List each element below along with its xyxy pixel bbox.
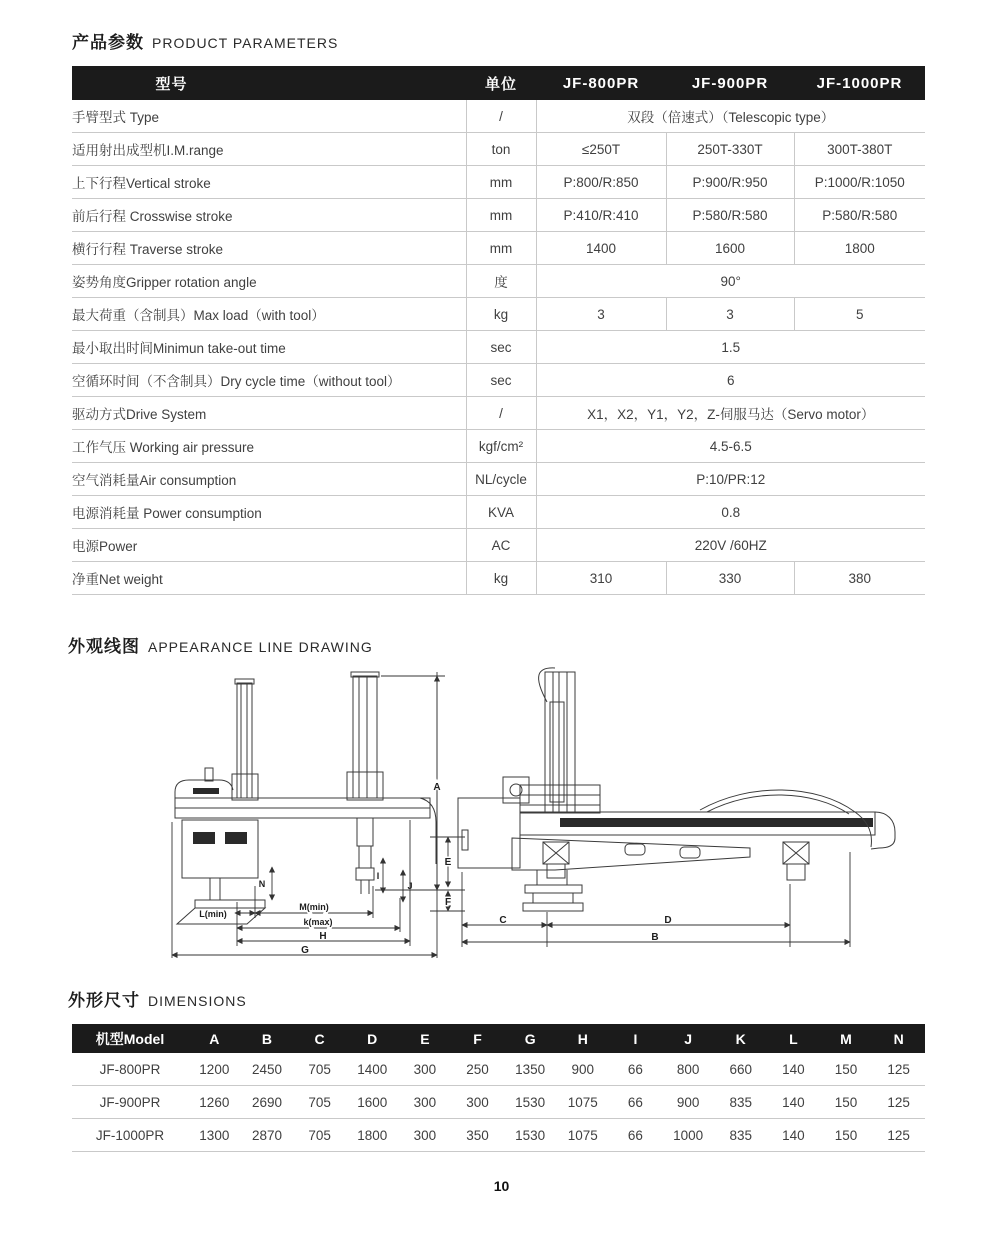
dims-header: I <box>609 1024 662 1053</box>
param-row-power <box>72 529 925 562</box>
dims-row-jf1000pr <box>72 1119 925 1152</box>
param-row-im-range <box>72 133 925 166</box>
param-unit: mm <box>466 199 536 232</box>
dims-value: 1400 <box>346 1053 399 1086</box>
section-title-cn: 产品参数 <box>72 33 144 52</box>
param-row-dry-cycle-time <box>72 364 925 397</box>
header-model-label: 型号 <box>72 66 466 100</box>
dims-value: 1530 <box>504 1119 557 1152</box>
dims-value: 300 <box>451 1086 504 1119</box>
param-value: 330 <box>666 562 794 595</box>
dim-label-n: N <box>258 879 266 889</box>
param-name: 最小取出时间Minimun take-out time <box>72 331 466 364</box>
param-name: 适用射出成型机I.M.range <box>72 133 466 166</box>
param-name: 最大荷重（含制具）Max load（with tool） <box>72 298 466 331</box>
dims-value: 150 <box>820 1086 873 1119</box>
param-row-power-consumption <box>72 496 925 529</box>
param-value: 1800 <box>794 232 925 265</box>
dims-value: 66 <box>609 1086 662 1119</box>
front-view <box>172 672 437 958</box>
dims-header: M <box>820 1024 873 1053</box>
param-unit: mm <box>466 232 536 265</box>
dims-header: K <box>714 1024 767 1053</box>
dims-value: 835 <box>714 1086 767 1119</box>
dims-header: H <box>556 1024 609 1053</box>
param-name: 驱动方式Drive System <box>72 397 466 430</box>
dims-value: 125 <box>872 1119 925 1152</box>
dims-value: 300 <box>399 1053 452 1086</box>
param-value: ≤250T <box>536 133 666 166</box>
dims-value: 140 <box>767 1086 820 1119</box>
param-name: 前后行程 Crosswise stroke <box>72 199 466 232</box>
dims-value: 705 <box>293 1053 346 1086</box>
param-value: P:900/R:950 <box>666 166 794 199</box>
param-value: 300T-380T <box>794 133 925 166</box>
param-value: P:10/PR:12 <box>536 463 925 496</box>
param-value: P:580/R:580 <box>794 199 925 232</box>
dims-value: 800 <box>662 1053 715 1086</box>
param-name: 上下行程Vertical stroke <box>72 166 466 199</box>
dims-value: 350 <box>451 1119 504 1152</box>
param-value: 3 <box>666 298 794 331</box>
param-row-air-pressure <box>72 430 925 463</box>
header-model-jf1000pr: JF-1000PR <box>794 66 925 100</box>
dims-header: C <box>293 1024 346 1053</box>
dims-value: 2450 <box>241 1053 294 1086</box>
dims-header-model: 机型Model <box>72 1024 188 1053</box>
param-name: 横行行程 Traverse stroke <box>72 232 466 265</box>
dims-value: 900 <box>662 1086 715 1119</box>
dim-label-g: G <box>301 945 309 956</box>
dims-model: JF-900PR <box>72 1086 188 1119</box>
dims-value: 1800 <box>346 1119 399 1152</box>
param-unit: mm <box>466 166 536 199</box>
params-header-row <box>72 66 925 100</box>
param-name: 电源Power <box>72 529 466 562</box>
dims-row-jf900pr <box>72 1086 925 1119</box>
section-title-en: DIMENSIONS <box>148 993 247 1009</box>
param-value: 90° <box>536 265 925 298</box>
dims-value: 125 <box>872 1086 925 1119</box>
dim-label-i: I <box>376 871 380 881</box>
product-parameters-table-wrap <box>72 66 925 595</box>
param-name: 工作气压 Working air pressure <box>72 430 466 463</box>
dims-header: F <box>451 1024 504 1053</box>
param-unit: kg <box>466 298 536 331</box>
param-value: 250T-330T <box>666 133 794 166</box>
dims-value: 66 <box>609 1053 662 1086</box>
dims-value: 835 <box>714 1119 767 1152</box>
param-name: 空循环时间（不含制具）Dry cycle time（without tool） <box>72 364 466 397</box>
dims-value: 1260 <box>188 1086 241 1119</box>
param-unit: NL/cycle <box>466 463 536 496</box>
dim-label-m-min: M(min) <box>299 902 329 912</box>
param-name: 姿势角度Gripper rotation angle <box>72 265 466 298</box>
param-unit: kgf/cm² <box>466 430 536 463</box>
param-row-arm-type <box>72 100 925 133</box>
dims-model: JF-1000PR <box>72 1119 188 1152</box>
param-value: P:800/R:850 <box>536 166 666 199</box>
dims-header: J <box>662 1024 715 1053</box>
dims-value: 250 <box>451 1053 504 1086</box>
param-unit: kg <box>466 562 536 595</box>
param-name: 净重Net weight <box>72 562 466 595</box>
header-model-jf800pr: JF-800PR <box>536 66 666 100</box>
param-value: 310 <box>536 562 666 595</box>
param-value: P:1000/R:1050 <box>794 166 925 199</box>
param-row-drive-system <box>72 397 925 430</box>
dims-value: 900 <box>556 1053 609 1086</box>
param-value: P:580/R:580 <box>666 199 794 232</box>
dim-label-a: A <box>433 782 441 793</box>
param-value: 双段（倍速式）（Telescopic type） <box>536 100 925 133</box>
param-name: 空气消耗量Air consumption <box>72 463 466 496</box>
param-row-traverse-stroke <box>72 232 925 265</box>
param-row-air-consumption <box>72 463 925 496</box>
dims-model: JF-800PR <box>72 1053 188 1086</box>
param-name: 电源消耗量 Power consumption <box>72 496 466 529</box>
dim-label-e: E <box>444 857 452 868</box>
param-unit: 度 <box>466 265 536 298</box>
section-title-dimensions <box>68 986 247 1011</box>
dims-value: 1200 <box>188 1053 241 1086</box>
param-value: 1.5 <box>536 331 925 364</box>
dims-value: 140 <box>767 1119 820 1152</box>
dims-value: 66 <box>609 1119 662 1152</box>
param-value: 5 <box>794 298 925 331</box>
appearance-line-drawing <box>135 662 915 962</box>
param-value: X1，X2，Y1，Y2，Z-伺服马达（Servo motor） <box>536 397 925 430</box>
dims-value: 300 <box>399 1119 452 1152</box>
dims-value: 1350 <box>504 1053 557 1086</box>
dim-label-k-max: k(max) <box>303 917 333 927</box>
param-row-vertical-stroke <box>72 166 925 199</box>
dims-value: 1075 <box>556 1086 609 1119</box>
product-parameters-table <box>72 66 925 595</box>
section-title-appearance-line-drawing <box>68 632 373 657</box>
dims-header: D <box>346 1024 399 1053</box>
dims-value: 1600 <box>346 1086 399 1119</box>
param-row-rotation-angle <box>72 265 925 298</box>
param-row-takeout-time <box>72 331 925 364</box>
dims-header: E <box>399 1024 452 1053</box>
section-title-cn: 外形尺寸 <box>68 991 140 1010</box>
param-value: 1400 <box>536 232 666 265</box>
param-unit: KVA <box>466 496 536 529</box>
dims-header: A <box>188 1024 241 1053</box>
dim-label-c: C <box>499 915 507 926</box>
dims-value: 1530 <box>504 1086 557 1119</box>
dims-header: G <box>504 1024 557 1053</box>
dims-header: B <box>241 1024 294 1053</box>
section-title-en: APPEARANCE LINE DRAWING <box>148 639 373 655</box>
dims-value: 1000 <box>662 1119 715 1152</box>
param-unit: AC <box>466 529 536 562</box>
param-unit: / <box>466 397 536 430</box>
param-unit: / <box>466 100 536 133</box>
dims-header: N <box>872 1024 925 1053</box>
param-unit: sec <box>466 331 536 364</box>
vertical-dims <box>375 672 465 958</box>
dim-label-b: B <box>651 932 659 943</box>
dims-row-jf800pr <box>72 1053 925 1086</box>
dim-label-d: D <box>664 915 672 926</box>
dims-value: 705 <box>293 1119 346 1152</box>
dims-value: 1075 <box>556 1119 609 1152</box>
param-name: 手臂型式 Type <box>72 100 466 133</box>
dim-label-h: H <box>319 931 327 942</box>
param-value: 220V /60HZ <box>536 529 925 562</box>
section-title-product-parameters <box>72 28 338 53</box>
dims-value: 705 <box>293 1086 346 1119</box>
dim-label-l-min: L(min) <box>199 909 227 919</box>
param-unit: ton <box>466 133 536 166</box>
dims-value: 150 <box>820 1119 873 1152</box>
header-model-jf900pr: JF-900PR <box>666 66 794 100</box>
param-value: 1600 <box>666 232 794 265</box>
param-row-net-weight <box>72 562 925 595</box>
header-unit-label: 单位 <box>466 66 536 100</box>
param-row-max-load <box>72 298 925 331</box>
dims-value: 660 <box>714 1053 767 1086</box>
dims-value: 140 <box>767 1053 820 1086</box>
dims-header: L <box>767 1024 820 1053</box>
dims-value: 1300 <box>188 1119 241 1152</box>
section-title-cn: 外观线图 <box>68 637 140 656</box>
dimensions-table-wrap <box>72 1024 925 1152</box>
dim-label-f: F <box>444 897 452 908</box>
dims-header-row <box>72 1024 925 1053</box>
param-row-crosswise-stroke <box>72 199 925 232</box>
dim-label-j: J <box>407 881 413 891</box>
param-value: 380 <box>794 562 925 595</box>
dims-value: 2870 <box>241 1119 294 1152</box>
param-value: 0.8 <box>536 496 925 529</box>
param-value: 3 <box>536 298 666 331</box>
dims-value: 300 <box>399 1086 452 1119</box>
dims-value: 2690 <box>241 1086 294 1119</box>
section-title-en: PRODUCT PARAMETERS <box>152 35 339 51</box>
param-value: P:410/R:410 <box>536 199 666 232</box>
dimensions-table <box>72 1024 925 1152</box>
param-unit: sec <box>466 364 536 397</box>
dims-value: 125 <box>872 1053 925 1086</box>
page-number: 10 <box>493 1178 510 1194</box>
side-view <box>458 668 895 947</box>
dims-value: 150 <box>820 1053 873 1086</box>
param-value: 6 <box>536 364 925 397</box>
param-value: 4.5-6.5 <box>536 430 925 463</box>
